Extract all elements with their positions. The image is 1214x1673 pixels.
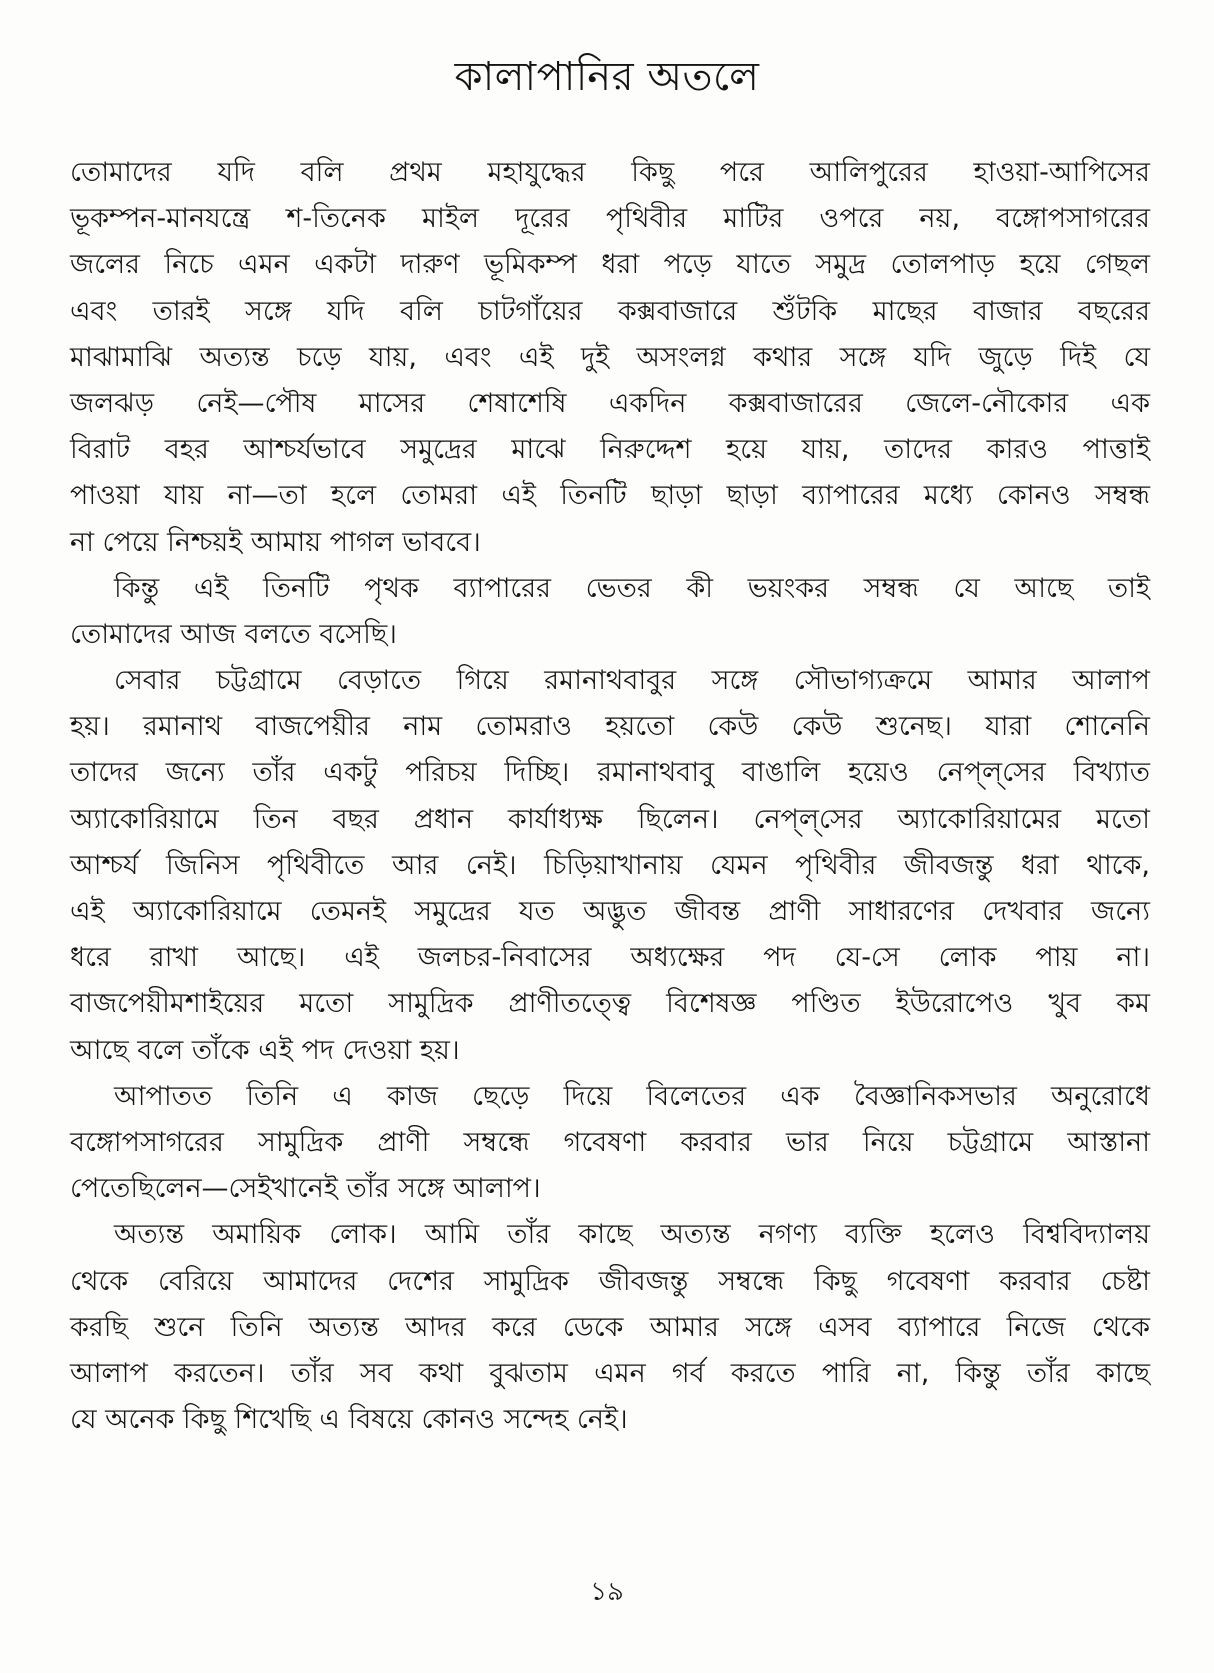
paragraph-4 xyxy=(70,1074,1150,1213)
text-line: তোমাদের যদি বলি প্রথম মহাযুদ্ধের কিছু পরে আলিপুরের হাওয়া-আপিসের xyxy=(70,157,1150,188)
body-text xyxy=(70,150,1150,1443)
text-line: পেতেছিলেন—সেইখানেই তাঁর সঙ্গে আলাপ। xyxy=(70,1173,541,1205)
paragraph-2 xyxy=(70,566,1150,658)
text-line: আলাপ করতেন। তাঁর সব কথা বুঝতাম এমন গর্ব করতে পারি না, কিন্তু তাঁর কাছে xyxy=(70,1357,1150,1389)
text-line: কিন্তু এই তিনটি পৃথক ব্যাপারের ভেতর কী ভয়ংকর সম্বন্ধ যে আছে তাই xyxy=(114,572,1150,604)
text-line: সেবার চট্টগ্রামে বেড়াতে গিয়ে রমানাথবাবুর সঙ্গে সৌভাগ্যক্রমে আমার আলাপ xyxy=(114,665,1150,697)
text-line: তোমাদের আজ বলতে বসেছি। xyxy=(70,618,397,650)
text-line: আপাতত তিনি এ কাজ ছেড়ে দিয়ে বিলেতের এক বৈজ্ঞানিকসভার অনুরোধে xyxy=(114,1080,1150,1112)
text-line: বিরাট বহর আশ্চর্যভাবে সমুদ্রের মাঝে নিরুদ্দেশ হয়ে যায়, তাদের কারও পাত্তাই xyxy=(70,434,1150,466)
chapter-title: কালাপানির অতলে xyxy=(454,54,760,100)
text-line: তাদের জন্যে তাঁর একটু পরিচয় দিচ্ছি। রমানাথবাবু বাঙালি হয়েও নেপ্‌ল্‌সের বিখ্যাত xyxy=(70,757,1150,789)
text-line: এই অ্যাকোরিয়ামে তেমনই সমুদ্রের যত অদ্ভুত জীবন্ত প্রাণী সাধারণের দেখবার জন্যে xyxy=(70,896,1150,927)
text-line: অ্যাকোরিয়ামে তিন বছর প্রধান কার্যাধ্যক্ষ ছিলেন। নেপ্‌ল্‌সের অ্যাকোরিয়ামের মতো xyxy=(70,803,1150,835)
text-line: অত্যন্ত অমায়িক লোক। আমি তাঁর কাছে অত্যন্ত নগণ্য ব্যক্তি হলেও বিশ্ববিদ্যালয় xyxy=(114,1219,1150,1251)
text-line: থেকে বেরিয়ে আমাদের দেশের সামুদ্রিক জীবজন্তু সম্বন্ধে কিছু গবেষণা করবার চেষ্টা xyxy=(70,1265,1150,1297)
text-line: ধরে রাখা আছে। এই জলচর-নিবাসের অধ্যক্ষের পদ যে-সে লোক পায় না। xyxy=(70,942,1150,974)
paragraph-1 xyxy=(70,150,1150,566)
text-line: মাঝামাঝি অত্যন্ত চড়ে যায়, এবং এই দুই অসংলগ্ন কথার সঙ্গে যদি জুড়ে দিই যে xyxy=(70,341,1150,373)
text-line: না পেয়ে নিশ্চয়ই আমায় পাগল ভাববে। xyxy=(70,526,481,558)
text-line: যে অনেক কিছু শিখেছি এ বিষয়ে কোনও সন্দেহ নেই। xyxy=(70,1404,628,1436)
text-line: জলের নিচে এমন একটা দারুণ ভূমিকম্প ধরা পড়ে যাতে সমুদ্র তোলপাড় হয়ে গেছল xyxy=(70,249,1150,281)
text-line: ভূকম্পন-মানযন্ত্রে শ-তিনেক মাইল দূরের পৃথিবীর মাটির ওপরে নয়, বঙ্গোপসাগরের xyxy=(70,203,1150,235)
text-line: পাওয়া যায় না—তা হলে তোমরা এই তিনটি ছাড়া ছাড়া ব্যাপারের মধ্যে কোনও সম্বন্ধ xyxy=(70,480,1150,512)
page-number: ১৯ xyxy=(590,1577,624,1607)
paragraph-3 xyxy=(70,658,1150,1074)
text-line: বাজপেয়ীমশাইয়ের মতো সামুদ্রিক প্রাণীতত্ত্বে বিশেষজ্ঞ পণ্ডিত ইউরোপেও খুব কম xyxy=(70,988,1150,1020)
paragraph-5 xyxy=(70,1212,1150,1443)
text-line: হয়। রমানাথ বাজপেয়ীর নাম তোমরাও হয়তো কেউ কেউ শুনেছ। যারা শোনেনি xyxy=(70,711,1150,743)
text-line: জলঝড় নেই—পৌষ মাসের শেষাশেষি একদিন কক্সবাজারের জেলে-নৌকোর এক xyxy=(70,387,1150,419)
text-line: আশ্চর্য জিনিস পৃথিবীতে আর নেই। চিড়িয়াখানায় যেমন পৃথিবীর জীবজন্তু ধরা থাকে, xyxy=(70,849,1150,881)
text-line: এবং তারই সঙ্গে যদি বলি চাটগাঁয়ের কক্সবাজারে শুঁটকি মাছের বাজার বছরের xyxy=(70,295,1150,327)
text-line: বঙ্গোপসাগরের সামুদ্রিক প্রাণী সম্বন্ধে গবেষণা করবার ভার নিয়ে চট্টগ্রামে আস্তানা xyxy=(70,1126,1150,1158)
text-line: আছে বলে তাঁকে এই পদ দেওয়া হয়। xyxy=(70,1034,460,1066)
text-line: করছি শুনে তিনি অত্যন্ত আদর করে ডেকে আমার সঙ্গে এসব ব্যাপারে নিজে থেকে xyxy=(70,1311,1150,1343)
